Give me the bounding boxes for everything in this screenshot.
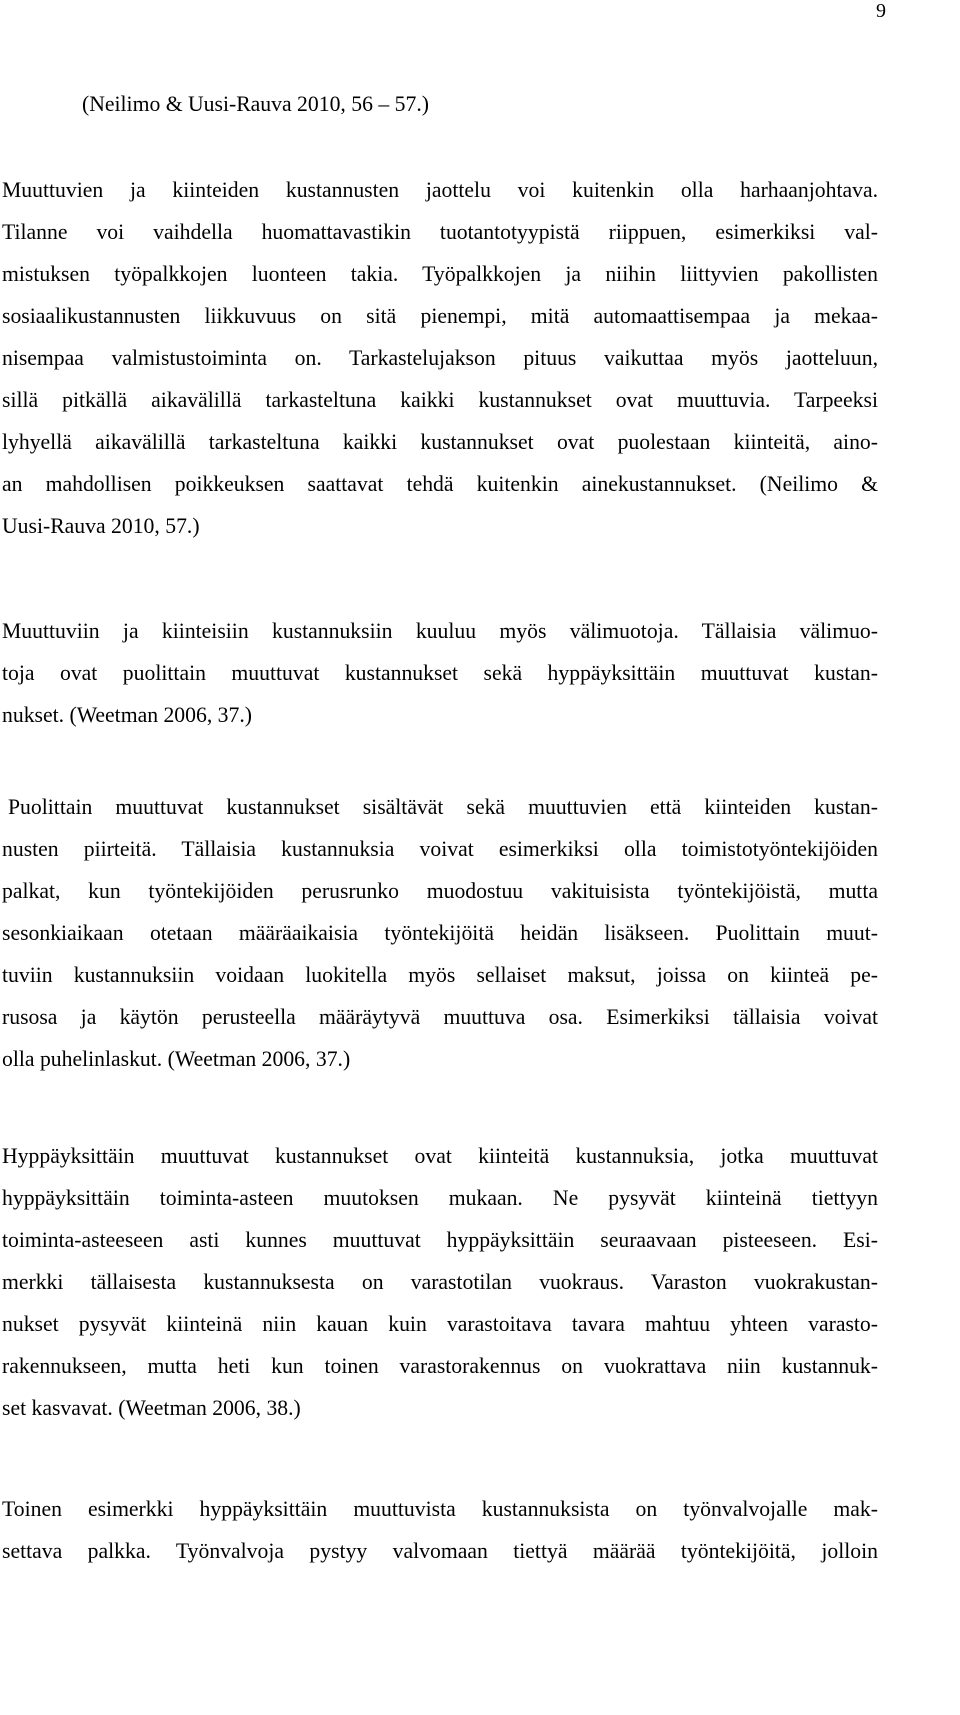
text-line: sosiaalikustannusten liikkuvuus on sitä pienempi, mitä automaattisempaa ja mekaa- [2,304,878,328]
page-number: 9 [876,0,886,22]
text-line: mistuksen työpalkkojen luonteen takia. Työpalkkojen ja niihin liittyvien pakollisten [2,262,878,286]
text-line: Tilanne voi vaihdella huomattavastikin tuotantotyypistä riippuen, esimerkiksi val- [2,220,878,244]
paragraph-5 [2,1488,878,1572]
text-line: palkat, kun työntekijöiden perusrunko muodostuu vakituisista työntekijöistä, mutta [2,879,878,903]
text-line: Muuttuviin ja kiinteisiin kustannuksiin kuuluu myös välimuotoja. Tällaisia välimuo- [2,619,878,643]
text-line: nukset pysyvät kiinteinä niin kauan kuin varastoitava tavara mahtuu yhteen varasto- [2,1312,878,1336]
text-line: nukset. (Weetman 2006, 37.) [2,703,253,727]
text-line: rusosa ja käytön perusteella määräytyvä muuttuva osa. Esimerkiksi tällaisia voivat [2,1005,878,1029]
text-line: olla puhelinlaskut. (Weetman 2006, 37.) [2,1047,351,1071]
text-line: set kasvavat. (Weetman 2006, 38.) [2,1396,301,1420]
text-line: settava palkka. Työnvalvoja pystyy valvomaan tiettyä määrää työntekijöitä, jolloin [2,1539,878,1563]
paragraph-2 [2,610,878,736]
text-line: Muuttuvien ja kiinteiden kustannusten jaottelu voi kuitenkin olla harhaanjohtava. [2,178,878,202]
text-line: (Neilimo & Uusi-Rauva 2010, 56 – 57.) [82,92,429,116]
text-line: nisempaa valmistustoiminta on. Tarkastelujakson pituus vaikuttaa myös jaotteluun, [2,346,878,370]
text-line: Puolittain muuttuvat kustannukset sisältävät sekä muuttuvien että kiinteiden kustan- [8,795,878,819]
text-line: Uusi-Rauva 2010, 57.) [2,514,200,538]
text-line: sesonkiaikaan otetaan määräaikaisia työntekijöitä heidän lisäkseen. Puolittain muut- [2,921,878,945]
text-line: toja ovat puolittain muuttuvat kustannukset sekä hyppäyksittäin muuttuvat kustan- [2,661,878,685]
text-line: nusten piirteitä. Tällaisia kustannuksia voivat esimerkiksi olla toimistotyöntekijöiden [2,837,878,861]
text-line: merkki tällaisesta kustannuksesta on varastotilan vuokraus. Varaston vuokrakustan- [2,1270,878,1294]
paragraph-3 [2,786,878,1080]
text-line: tuviin kustannuksiin voidaan luokitella myös sellaiset maksut, joissa on kiinteä pe- [2,963,878,987]
text-line: an mahdollisen poikkeuksen saattavat tehdä kuitenkin ainekustannukset. (Neilimo & [2,472,878,496]
paragraph-citation [82,83,682,125]
text-line: rakennukseen, mutta heti kun toinen varastorakennus on vuokrattava niin kustannuk- [2,1354,878,1378]
text-line: sillä pitkällä aikavälillä tarkasteltuna kaikki kustannukset ovat muuttuvia. Tarpeeksi [2,388,878,412]
text-line: Toinen esimerkki hyppäyksittäin muuttuvista kustannuksista on työnvalvojalle mak- [2,1497,878,1521]
paragraph-1 [2,169,878,547]
text-line: toiminta-asteeseen asti kunnes muuttuvat hyppäyksittäin seuraavaan pisteeseen. Esi- [2,1228,878,1252]
text-line: Hyppäyksittäin muuttuvat kustannukset ovat kiinteitä kustannuksia, jotka muuttuvat [2,1144,878,1168]
text-line: hyppäyksittäin toiminta-asteen muutoksen mukaan. Ne pysyvät kiinteinä tiettyyn [2,1186,878,1210]
paragraph-4 [2,1135,878,1429]
text-line: lyhyellä aikavälillä tarkasteltuna kaikki kustannukset ovat puolestaan kiinteitä, aino- [2,430,878,454]
